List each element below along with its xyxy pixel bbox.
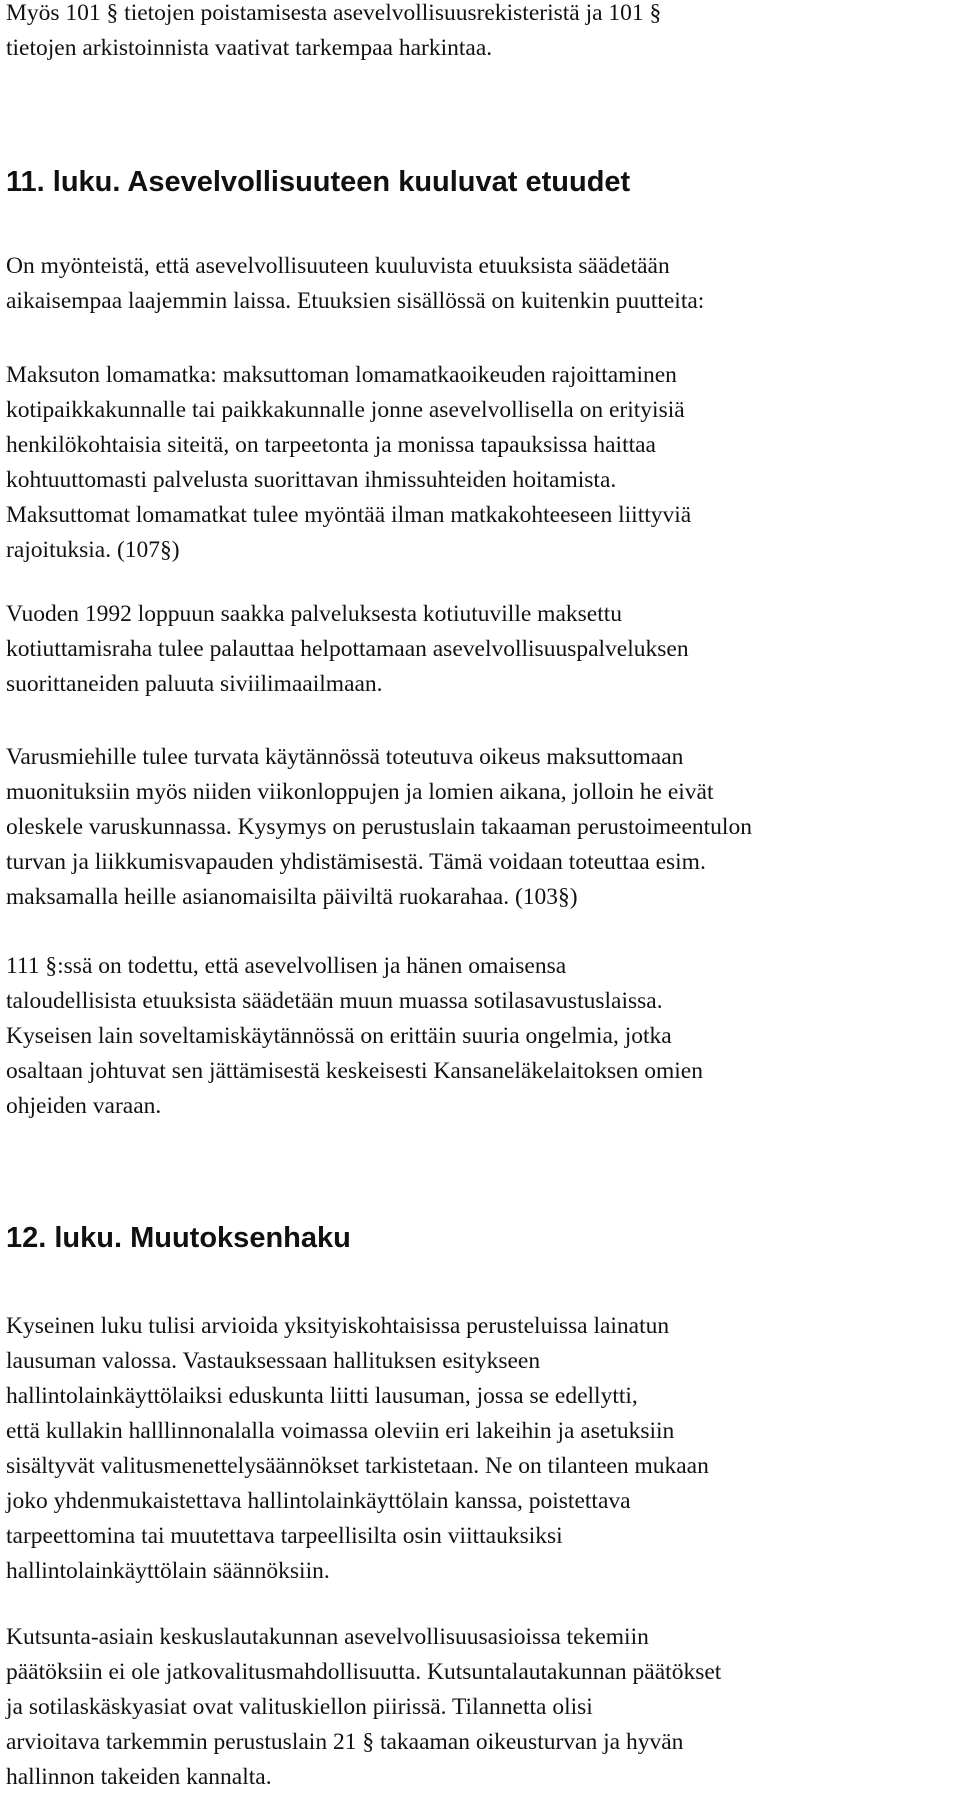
paragraph-free-leave-travel: Maksuton lomamatka: maksuttoman lomamatkaoikeuden rajoittaminen kotipaikkakunnalle tai paikkakunnalle jonne asevelvollisella on erityisiä henkilökohtaisia siteitä, on tarpeetonta ja monissa tapauksissa haittaa kohtuuttomasti palvelusta suorittavan ihmissuhteiden hoitamista. Maksuttomat lomamatkat tulee myöntää ilman matkakohteeseen liittyviä rajoituksia. (107§) (6, 362, 692, 563)
paragraph-discharge-allowance: Vuoden 1992 loppuun saakka palveluksesta kotiutuville maksettu kotiuttamisraha tulee palauttaa helpottamaan asevelvollisuuspalveluksen suorittaneiden paluuta siviilimaailmaan. (6, 601, 689, 697)
chapter-11-heading: 11. luku. Asevelvollisuuteen kuuluvat etuudet (6, 166, 631, 198)
paragraph-financial-benefits: 111 §:ssä on todettu, että asevelvollisen ja hänen omaisensa taloudellisista etuuksista säädetään muun muassa sotilasavustuslaissa. Kyseisen lain soveltamiskäytännössä on erittäin suuria ongelmia, jotka osaltaan johtuvat sen jättämisestä keskeisesti Kansaneläkelaitoksen omien ohjeiden varaan. (6, 953, 703, 1119)
paragraph-meals: Varusmiehille tulee turvata käytännössä toteutuva oikeus maksuttomaan muonituksiin myös niiden viikonloppujen ja lomien aikana, jolloin he eivät oleskele varuskunnassa. Kysymys on perustuslain takaaman perustoimeentulon turvan ja liikkumisvapauden yhdistämisestä. Tämä voidaan toteuttaa esim. maksamalla heille asianomaisilta päiviltä ruokarahaa. (103§) (6, 744, 752, 910)
chapter-12-heading: 12. luku. Muutoksenhaku (6, 1222, 351, 1254)
paragraph-appeals-review: Kyseinen luku tulisi arvioida yksityiskohtaisissa perusteluissa lainatun lausuman valossa. Vastauksessaan hallituksen esitykseen hallintolainkäyttölaiksi eduskunta liitti lausuman, jossa se edellytti, että kullakin halllinnonalalla voimassa oleviin eri lakeihin ja asetuksiin sisältyvät valitusmenettelysäännökset tarkistetaan. Ne on tilanteen mukaan joko yhdenmukaistettava hallintolainkäyttölain kanssa, poistettava tarpeettomina tai muutettava tarpeellisilta osin viittauksiksi hallintolainkäyttölain säännöksiin. (6, 1313, 709, 1584)
paragraph-archiving: Myös 101 § tietojen poistamisesta asevelvollisuusrekisteristä ja 101 § tietojen arkistoinnista vaativat tarkempaa harkintaa. (6, 0, 662, 61)
paragraph-benefits-intro: On myönteistä, että asevelvollisuuteen kuuluvista etuuksista säädetään aikaisempaa laajemmin laissa. Etuuksien sisällössä on kuitenkin puutteita: (6, 253, 705, 314)
paragraph-appeal-restrictions: Kutsunta-asiain keskuslautakunnan asevelvollisuusasioissa tekemiin päätöksiin ei ole jatkovalitusmahdollisuutta. Kutsuntalautakunnan päätökset ja sotilaskäskyasiat ovat valituskiellon piirissä. Tilannetta olisi arvioitava tarkemmin perustuslain 21 § takaaman oikeusturvan ja hyvän hallinnon takeiden kannalta. (6, 1624, 722, 1790)
